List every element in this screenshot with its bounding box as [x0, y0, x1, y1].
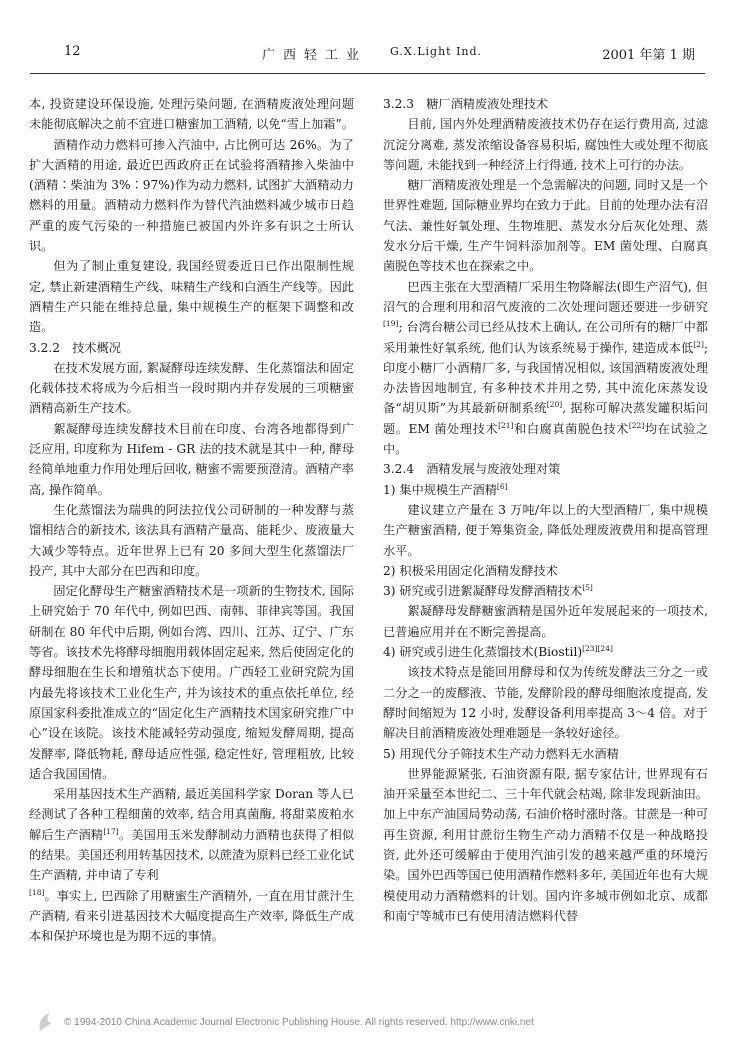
- citation-ref: [17]: [103, 826, 119, 836]
- text-run: 在技术发展方面, 絮凝酵母连续发酵、生化蒸馏法和固定化载体技术将成为今后相当一段时期内并存发展的三项糖蜜酒精高新生产技术。: [29, 360, 354, 416]
- text-run: 本, 投资建设环保设施, 处理污染问题, 在酒精废液处理问题未能彻底解决之前不宜进口糖蜜加工酒精, 以免“雪上加霜”。: [29, 97, 354, 132]
- section-heading: [383, 459, 708, 479]
- text-run: ; 印度小糖厂小酒精厂多, 与我国情况相似, 该国酒精废液处理办法皆因地制宜, 有多种技术并用之势, 其中流化床蒸发设备“胡贝斯”为其最新研制系统: [383, 340, 708, 416]
- paragraph: [383, 662, 708, 743]
- paragraph: [29, 94, 354, 135]
- publisher-logo-icon: [36, 1011, 56, 1033]
- text-run: 5) 用现代分子筛技术生产动力燃料无水酒精: [383, 746, 619, 761]
- text-run: 但为了制止重复建设, 我国经贸委近日已作出限制性规定, 禁止新建酒精生产线、味精生产线和白酒生产线等。因此酒精生产只能在维持总量, 集中规模生产的框架下调整和改造。: [29, 259, 354, 335]
- text-run: 3.2.2 技术概况: [29, 340, 121, 355]
- section-heading: [383, 94, 708, 114]
- issue-label: 2001 年第 1 期: [602, 48, 695, 63]
- paragraph: [29, 784, 354, 885]
- text-run: 絮凝酵母连续发酵技术目前在印度、台湾各地都得到广泛应用, 印度称为 Hifem - GR 法的技术就是其中一种, 酵母经简单地重力作用处理后回收, 糖蜜不需要预澄清。酒精产率高, 操作简单。: [29, 421, 354, 497]
- text-run: 糖厂酒精废液处理是一个急需解决的问题, 同时又是一个世界性难题, 国际糖业界均在致力于此。目前的处理办法有沼气法、兼性好氧处理、生物堆肥、蒸发水分后灰化处理、蒸发水分后干燥, 生产牛饲料添加剂等。EM 菌处理、白腐真菌脱色等技术也在探索之中。: [383, 178, 708, 274]
- text-run: 和白腐真菌脱色技术: [513, 421, 629, 436]
- text-run: ; 台湾台糖公司已经从技术上确认, 在公司所有的糖厂中都采用兼性好氧系统, 他们认为该系统易于操作, 建造成本低: [383, 320, 708, 355]
- citation-ref: [19]: [383, 319, 399, 329]
- citation-ref: [22]: [628, 420, 645, 430]
- text-run: 均在试验之中。: [383, 421, 709, 457]
- list-item: [383, 581, 708, 601]
- text-run: 目前, 国内外处理酒精废液技术仍存在运行费用高, 过滤沉淀分离难, 蒸发浓缩设备容易积垢, 腐蚀性大或处理不彻底等问题, 未能找到一种经济上行得通, 技术上可行的办法。: [383, 117, 708, 172]
- copyright-text: © 1994-2010 China Academic Journal Electronic Publishing House. All rights reserved. http://www.cnki.net: [64, 1017, 534, 1028]
- paragraph: [383, 175, 708, 276]
- citation-ref: [23][24]: [582, 643, 613, 653]
- citation-ref: [6]: [496, 481, 508, 491]
- list-item: [383, 480, 708, 500]
- paragraph: [383, 114, 708, 175]
- text-run: 絮凝酵母发酵糖蜜酒精是国外近年发展起来的一项技术, 已普遍应用并在不断完善提高。: [383, 604, 708, 639]
- text-run: 4) 研究或引进生化蒸馏技术(Biostil): [383, 645, 583, 660]
- text-run: 1) 集中规模生产酒精: [383, 482, 497, 497]
- left-column: [29, 94, 354, 946]
- paragraph: [29, 886, 354, 947]
- section-heading: [29, 338, 354, 358]
- paragraph: [29, 358, 354, 419]
- journal-latin-title: G.X.Light Ind.: [390, 45, 483, 58]
- list-item: [383, 744, 708, 764]
- text-run: 世界能源紧张, 石油资源有限, 据专家估计, 世界现有石油开采量至本世纪二、三十年代就会枯竭, 除非发现新油田。加上中东产油国局势动荡, 石油价格时涨时落。甘蔗是一种可再生资源, 利用甘蔗衍生物生产动力酒精不仅是一种战略投资, 此外还可缓解由于使用汽油引发的越来越严重的环境污染。国外巴西等国已使用酒精作燃料多年, 美国近年也有大规模使用动力酒精燃料的计划。国内许多城市例如北京、成都和南宁等城市已有使用清洁燃料代替: [383, 766, 708, 923]
- citation-ref: [20]: [546, 400, 563, 410]
- text-run: 巴西主张在大型酒精厂采用生物降解法(即生产沼气), 但沼气的合理利用和沼气废液的二次处理问题还要进一步研究: [383, 279, 708, 314]
- journal-title: 广西轻工业: [262, 48, 368, 63]
- text-run: 3) 研究或引进絮凝酵母发酵酒精技术: [383, 584, 583, 599]
- page-number: 12: [64, 44, 81, 59]
- text-run: 建议建立产量在 3 万吨/年以上的大型酒精厂, 集中规模生产糖蜜酒精, 便于筹集资金, 降低处理废液费用和提高管理水平。: [383, 502, 708, 558]
- citation-ref: [21]: [498, 420, 514, 430]
- paragraph: [383, 601, 708, 642]
- header-rule: [30, 73, 705, 74]
- citation-ref: [18]: [29, 887, 45, 897]
- running-header: [34, 44, 707, 66]
- right-column: [383, 94, 708, 926]
- text-run: , 据称可解决蒸发罐积垢问题。EM 菌处理技术: [383, 401, 709, 436]
- text-run: 采用基因技术生产酒精, 最近美国科学家 Doran 等人已经测试了各种工程细菌的效率, 结合用真菌酶, 将甜菜废粕水解后生产酒精: [29, 787, 354, 842]
- text-run: 。美国用玉米发酵制动力酒精也获得了相似的结果。美国还利用转基因技术, 以蔗渣为原料已经工业化试生产酒精, 并申请了专利: [29, 827, 355, 883]
- text-run: 3.2.3 糖厂酒精废液处理技术: [383, 97, 549, 111]
- paragraph: [29, 500, 354, 581]
- text-run: 3.2.4 酒精发展与废液处理对策: [383, 462, 561, 477]
- list-item: [383, 642, 708, 662]
- text-run: 生化蒸馏法为瑞典的阿法拉伐公司研制的一种发酵与蒸馏相结合的新技术, 该法具有酒精产量高、能耗少、废液量大大减少等特点。近年世界上已有 20 多间大型生化蒸馏法厂投产, 其中大部分在巴西和印度。: [29, 502, 354, 578]
- citation-ref: [2]: [693, 339, 704, 349]
- paragraph: [29, 419, 354, 500]
- paragraph: [29, 135, 354, 257]
- list-item: [383, 561, 708, 581]
- paragraph: [29, 256, 354, 337]
- citation-ref: [5]: [582, 583, 593, 593]
- paragraph: [29, 581, 354, 784]
- paragraph: [383, 764, 708, 926]
- text-run: 酒精作动力燃料可掺入汽油中, 占比例可达 26%。为了扩大酒精的用途, 最近巴西政府正在试验将酒精掺入柴油中(酒精∶柴油为 3%∶97%)作为动力燃料, 试图扩大酒精动力燃料的用量。酒精动力燃料作为替代汽油燃料减少城市日趋严重的废气污染的一种措施已被国内外许多有识之士所认识。: [29, 137, 354, 254]
- text-run: 2) 积极采用固定化酒精发酵技术: [383, 563, 558, 578]
- paragraph: [383, 500, 708, 561]
- text-run: 。事实上, 巴西除了用糖蜜生产酒精外, 一直在用甘蔗汁生产酒精, 看来引进基因技术大幅度提高生产效率, 降低生产成本和保护环境也是为期不远的事情。: [29, 888, 354, 944]
- paragraph: [383, 277, 708, 460]
- text-run: 固定化酵母生产糖蜜酒精技术是一项新的生物技术, 国际上研究始于 70 年代中, 例如巴西、南韩、菲律宾等国。我国研制在 80 年代中后期, 例如台湾、四川、江苏、辽宁、广东等省。该技术先将酵母细胞用载体固定起来, 然后使固定化的酵母细胞在生长和增殖状态下使用。广西轻工业研究院为国内最先将该技术工业化生产, 并为该技术的重点依托单位, 经原国家科委批准成立的“固定化生产酒精技术国家研究推广中心”设在该院。该技术能减轻劳动强度, 缩短发酵周期, 提高发酵率, 降低物耗, 酵母适应性强, 稳定性好, 管理粗放, 比较适合我国国情。: [29, 584, 354, 781]
- text-run: 该技术特点是能回用酵母和仅为传统发酵法三分之一或二分之一的废醪液、节能, 发酵阶段的酵母细胞浓度提高, 发酵时间缩短为 12 小时, 发酵设备利用率提高 3～4 倍。对于解决目前酒精废液处理难题是一条较好途径。: [383, 665, 708, 741]
